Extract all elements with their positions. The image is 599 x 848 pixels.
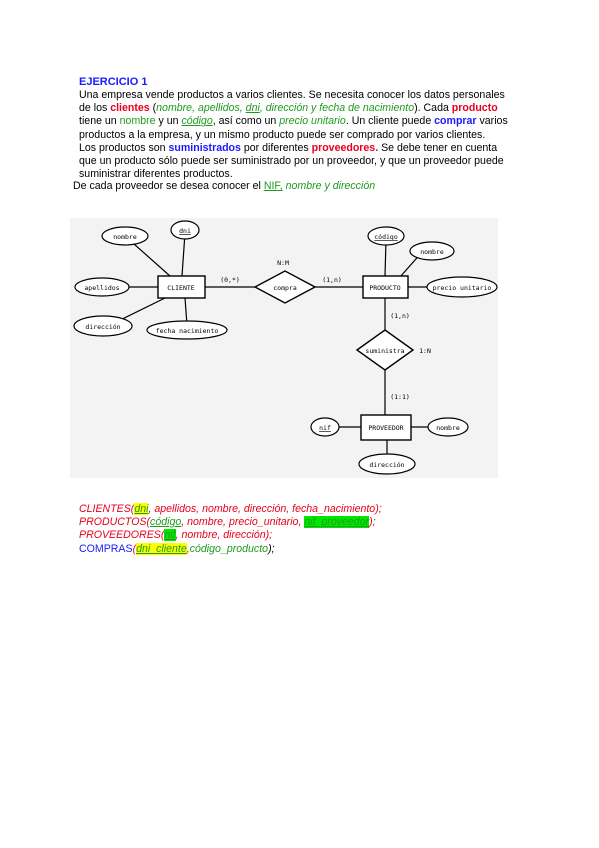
fields: , nombre, precio_unitario, — [181, 516, 305, 529]
table-name: COMPRAS — [79, 542, 133, 555]
attr-text: nombre, apellidos, — [156, 102, 246, 115]
keyword-clientes: clientes — [110, 102, 150, 115]
label-suministra: suministra — [365, 347, 405, 355]
primary-key: dni — [134, 503, 149, 515]
foreign-key: nif_proveedor — [304, 516, 370, 529]
statement-line-2 — [79, 102, 524, 115]
primary-key: nif — [164, 529, 176, 542]
text: . Un cliente puede — [345, 115, 435, 128]
exercise-statement — [79, 89, 524, 181]
label-attr-nombre-producto: nombre — [420, 248, 444, 256]
schema-clientes — [79, 503, 382, 516]
text: ). Cada — [414, 102, 452, 115]
er-diagram — [70, 218, 498, 478]
text: Se debe tener en cuenta — [378, 141, 498, 154]
table-name: CLIENTES( — [79, 503, 135, 515]
label-attr-precio: precio unitario — [432, 284, 492, 292]
statement-line-6: que un producto sólo puede ser suministrado por un proveedor, y que un proveedor puede — [79, 155, 504, 168]
text: varios — [476, 115, 508, 128]
label-attr-direccion-proveedor: dirección — [369, 461, 405, 469]
label-compra: compra — [273, 284, 297, 292]
fields: ); — [369, 516, 376, 529]
text: Los productos son — [79, 141, 169, 154]
statement-line-5 — [79, 142, 524, 155]
label-attr-dni: dni — [179, 227, 191, 235]
label-proveedor: PROVEEDOR — [368, 424, 404, 432]
label-attr-nombre-cliente: nombre — [113, 233, 137, 241]
keyword-suministrados: suministrados — [168, 141, 241, 154]
provider-attributes-line — [73, 180, 375, 192]
statement-line-4: productos a la empresa, y un mismo producto puede ser comprado por varios clientes. — [79, 128, 486, 141]
card-suministra-proveedor: (1:1) — [390, 393, 410, 401]
schema-compras — [79, 543, 382, 556]
fields: , apellidos, nombre, dirección, fecha_nacimiento); — [148, 503, 382, 515]
text: ( — [132, 542, 137, 555]
relational-schema — [79, 503, 382, 556]
text: por diferentes — [240, 141, 312, 154]
attr-text: nombre y dirección — [282, 180, 376, 192]
attr-dni: dni — [245, 102, 260, 115]
attr-text: dirección y fecha de nacimiento — [265, 102, 415, 115]
keyword-proveedores: proveedores. — [311, 141, 379, 154]
statement-line-1: Una empresa vende productos a varios clientes. Se necesita conocer los datos personales — [79, 89, 505, 101]
label-cliente: CLIENTE — [167, 284, 195, 292]
label-attr-fecha: fecha nacimiento — [155, 327, 219, 335]
label-producto: PRODUCTO — [369, 284, 401, 292]
text: de los — [79, 102, 111, 115]
attr-nif: NIF, — [263, 180, 283, 192]
exercise-title: EJERCICIO 1 — [79, 76, 148, 88]
text: tiene un — [79, 115, 120, 128]
text: ); — [268, 542, 275, 555]
schema-productos — [79, 516, 382, 529]
text: , — [259, 102, 266, 115]
label-attr-nif: nif — [319, 424, 331, 432]
table-name: PROVEEDORES( — [79, 529, 165, 542]
label-attr-codigo: código — [374, 233, 398, 241]
card-1n: 1:N — [419, 347, 431, 355]
card-cliente-compra: (0,*) — [220, 276, 240, 284]
card-producto-suministra: (1,n) — [390, 312, 410, 320]
primary-key: código — [150, 516, 182, 529]
label-attr-direccion-cliente: dirección — [85, 323, 121, 331]
attr-codigo: código — [181, 115, 213, 128]
text: De cada proveedor se desea conocer el — [73, 180, 264, 192]
text: , — [186, 542, 190, 555]
keyword-comprar: comprar — [434, 115, 477, 128]
text: , así como un — [212, 115, 280, 128]
key-dni-cliente: dni_cliente — [136, 542, 187, 555]
card-nm: N:M — [277, 259, 289, 267]
statement-line-7: suministrar diferentes productos. — [79, 168, 233, 181]
attr-precio: precio unitario — [279, 115, 346, 128]
keyword-producto: producto — [451, 102, 498, 115]
text: ( — [149, 102, 157, 115]
fields: , nombre, dirección); — [175, 529, 273, 542]
card-compra-producto: (1,n) — [322, 276, 342, 284]
statement-line-3 — [79, 115, 524, 128]
schema-proveedores — [79, 529, 382, 542]
key-codigo-producto: código_producto — [189, 542, 269, 555]
text: y un — [155, 115, 182, 128]
label-attr-apellidos: apellidos — [84, 284, 120, 292]
label-attr-nombre-proveedor: nombre — [436, 424, 460, 432]
attr-nombre: nombre — [119, 115, 156, 128]
table-name: PRODUCTOS( — [79, 516, 151, 529]
